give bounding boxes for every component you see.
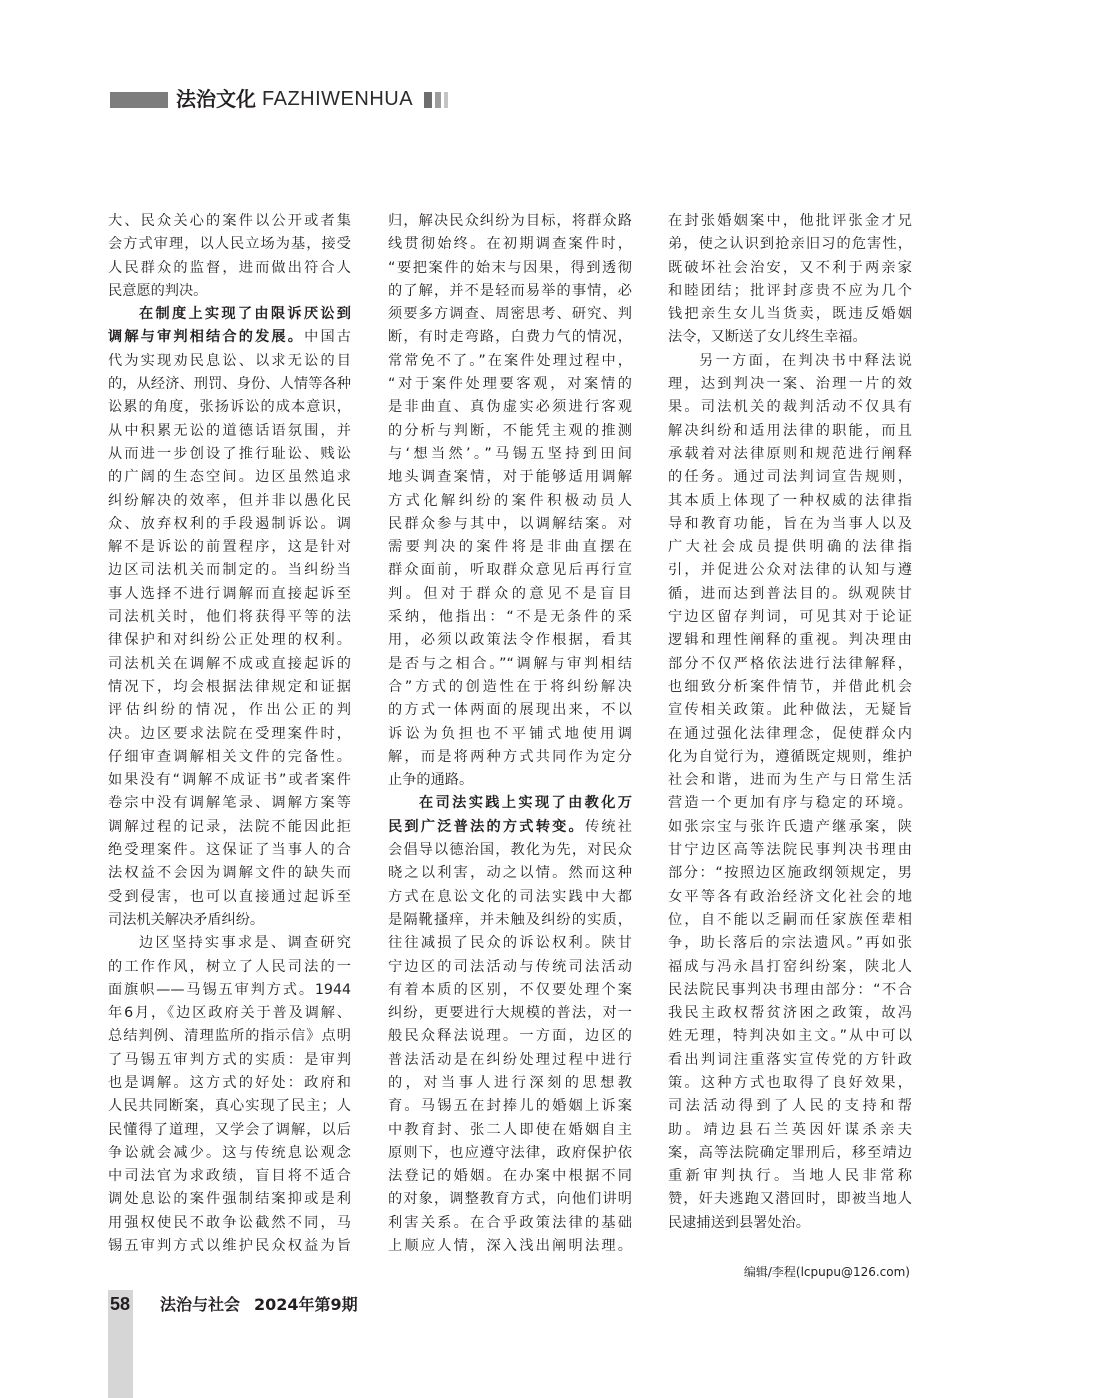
line-text: 承载着对法律原则和规范进行阐释 [668, 445, 912, 462]
text-line [108, 1095, 351, 1118]
line-text: 甘宁边区高等法院民事判决书理由 [668, 842, 912, 859]
text-line [668, 490, 912, 513]
text-line [388, 303, 632, 326]
line-text: 营造一个更加有序与稳定的环境。 [668, 795, 912, 812]
line-text: 民群众参与其中，以调解结案。对 [388, 515, 632, 532]
line-text: 的，对当事人进行深刻的思想教 [388, 1074, 632, 1091]
line-text: 往往减损了民众的诉讼权利。陕甘 [388, 935, 632, 952]
text-line [668, 723, 912, 746]
text-line [388, 210, 632, 233]
editor-credit: 编辑/李程(lcpupu@126.com) [743, 1265, 910, 1279]
text-line [108, 1049, 351, 1072]
line-text: 另一方面，在判决书中释法说 [699, 352, 912, 369]
text-line [388, 326, 632, 349]
line-text: 是否与之相合。”“调解与审判相结 [388, 655, 632, 672]
text-line [668, 653, 912, 676]
text-line [388, 1072, 632, 1095]
text-line [668, 1095, 912, 1118]
text-line [668, 326, 912, 349]
line-text: 我民主政权帮贫济困之政策，故冯 [668, 1005, 912, 1022]
text-line [108, 1188, 351, 1211]
line-text: 代为实现劝民息讼、以求无讼的目 [108, 352, 351, 369]
line-text: 的广阔的生态空间。边区虽然追求 [108, 469, 351, 486]
line-text: 在通过强化法律理念，促使群众内 [668, 725, 912, 742]
text-line [388, 676, 632, 699]
text-line [108, 816, 351, 839]
line-text: 是非曲直、真伪虚实必须进行客观 [388, 399, 632, 416]
text-line [668, 932, 912, 955]
text-line [668, 513, 912, 536]
line-text: 助。靖边县石兰英因奸谋杀亲夫 [668, 1121, 912, 1138]
text-line [108, 629, 351, 652]
text-line [108, 979, 351, 1002]
text-line [668, 420, 912, 443]
text-line [388, 443, 632, 466]
line-text: 司法活动得到了人民的支持和帮 [668, 1098, 912, 1115]
line-text: 中司法官为求政绩，盲目将不适合 [108, 1168, 351, 1185]
line-text: 民懂得了道理，又学会了调解，以后 [108, 1121, 351, 1138]
text-line [668, 443, 912, 466]
line-text: 绝受理案件。这保证了当事人的合 [108, 842, 351, 859]
text-line [108, 746, 351, 769]
text-line [388, 1049, 632, 1072]
line-text: 中教育封、张二人即使在婚姻自主 [388, 1121, 632, 1138]
section-lead: 民到广泛普法的方式转变。 [388, 818, 585, 835]
text-line [668, 583, 912, 606]
text-line [388, 373, 632, 396]
stripe [424, 92, 432, 108]
line-text: 部分不仅严格依法进行法律解释， [668, 655, 912, 672]
text-line [668, 1142, 912, 1165]
line-text: 宣传相关政策。此种做法，无疑旨 [668, 702, 912, 719]
text-line [388, 536, 632, 559]
line-text: 人民群众的监督，进而做出符合人 [108, 259, 351, 276]
text-line [668, 1002, 912, 1025]
line-text: 位，自不能以乏嗣而任家族侄辈相 [668, 911, 912, 928]
section-lead: 在制度上实现了由限诉厌讼到 [139, 306, 351, 323]
text-line [108, 583, 351, 606]
text-line [108, 536, 351, 559]
text-line [108, 956, 351, 979]
line-text: 化为自觉行为，遵循既定规则，维护 [668, 748, 912, 765]
line-text: 人民共同断案，真心实现了民主；人 [108, 1098, 351, 1115]
paragraph [108, 932, 351, 1258]
line-text: 了马锡五审判方式的实质：是审判 [108, 1051, 351, 1068]
line-text: 果。司法机关的裁判活动不仅具有 [668, 399, 912, 416]
text-line [108, 1212, 351, 1235]
line-text: 宁边区留存判词，可见其对于论证 [668, 609, 912, 626]
text-line [668, 699, 912, 722]
text-line [388, 1119, 632, 1142]
text-line [668, 769, 912, 792]
text-line [388, 606, 632, 629]
text-line [108, 1119, 351, 1142]
text-line [388, 886, 632, 909]
line-text: 边区坚持实事求是、调查研究 [139, 935, 351, 952]
line-text: 群众面前，听取群众意见后再行宣 [388, 562, 632, 579]
line-text: 止争的通路。 [388, 772, 474, 789]
line-text: 断，有时走弯路，白费力气的情况， [388, 329, 632, 346]
line-text: 民意愿的判决。 [108, 282, 208, 299]
text-line [108, 303, 351, 326]
line-text: 采纳，他指出：“不是无条件的采 [388, 609, 632, 626]
text-line [388, 839, 632, 862]
line-text: 合”方式的创造性在于将纠纷解决 [388, 678, 632, 695]
text-line [388, 396, 632, 419]
line-text: 钱把亲生女儿当货卖，既违反婚姻 [668, 306, 912, 323]
text-line [108, 909, 351, 932]
issue-label: 2024年第9期 [254, 1295, 358, 1314]
line-text: 上顺应人情，深入浅出阐明法理。 [388, 1238, 632, 1255]
line-text: 部分：“按照边区施政纲领规定，男 [668, 865, 912, 882]
line-text: 会倡导以德治国，教化为先，对民众 [388, 842, 632, 859]
line-text: 弟，使之认识到抢亲旧习的危害性， [668, 236, 912, 253]
line-text: 归，解决民众纠纷为目标，将群众路 [388, 213, 632, 229]
text-line [108, 886, 351, 909]
line-text: 会方式审理，以人民立场为基，接受 [108, 236, 351, 253]
text-line [108, 723, 351, 746]
line-text: 法登记的婚姻。在办案中根据不同 [388, 1168, 632, 1185]
text-line [668, 979, 912, 1002]
line-text: 福成与冯永昌打窑纠纷案，陕北人 [668, 958, 912, 975]
text-line [668, 1212, 912, 1235]
text-line [108, 490, 351, 513]
text-line [108, 653, 351, 676]
line-text: 地头调查案情，对于能够适用调解 [388, 469, 632, 486]
text-line [668, 629, 912, 652]
line-text: 案，高等法院确定罪刑后，移至靖边 [668, 1144, 912, 1161]
text-line [668, 303, 912, 326]
text-line [668, 350, 912, 373]
line-text: 解，而是将两种方式共同作为定分 [388, 748, 632, 765]
text-line [388, 1188, 632, 1211]
text-line [668, 536, 912, 559]
text-line [388, 1002, 632, 1025]
line-text: 的了解，并不是轻而易举的事情，必 [388, 282, 632, 299]
text-line [108, 1142, 351, 1165]
line-text: 的对象，调整教育方式，向他们讲明 [388, 1191, 632, 1208]
paragraph [388, 210, 632, 792]
line-text: 年6月，《边区政府关于普及调解、 [108, 1005, 351, 1022]
line-text: 也细致分析案件情节，并借此机会 [668, 678, 912, 695]
line-text: 受到侵害，也可以直接通过起诉至 [108, 888, 351, 905]
line-text: 决。边区要求法院在受理案件时， [108, 725, 351, 742]
text-line [388, 1235, 632, 1258]
line-text: 线贯彻始终。在初期调查案件时， [388, 236, 632, 253]
text-line [668, 792, 912, 815]
text-line [108, 699, 351, 722]
line-text: 广大社会成员提供明确的法律指 [668, 539, 912, 556]
text-line [108, 326, 351, 349]
text-line [668, 606, 912, 629]
text-line [108, 839, 351, 862]
text-line [108, 257, 351, 280]
text-line [388, 816, 632, 839]
text-line [668, 466, 912, 489]
stripe [435, 92, 441, 108]
text-column-2 [388, 210, 632, 1258]
line-text: 需要判决的案件将是非曲直摆在 [388, 539, 632, 556]
line-text: 普法活动是在纠纷处理过程中进行 [388, 1051, 632, 1068]
text-line [668, 676, 912, 699]
line-text: 律保护和对纠纷公正处理的权利。 [108, 632, 351, 649]
text-line [388, 1212, 632, 1235]
text-line [108, 1165, 351, 1188]
text-line [388, 420, 632, 443]
line-text: 与‘想当然’。”马锡五坚持到田间 [388, 445, 632, 462]
line-text: 判。但对于群众的意见不是盲目 [388, 585, 632, 602]
text-line [668, 257, 912, 280]
text-line [388, 629, 632, 652]
line-text: 仔细审查调解相关文件的完备性。 [108, 748, 351, 765]
text-line [388, 513, 632, 536]
text-line [108, 420, 351, 443]
text-line [108, 280, 351, 303]
line-text: 解不是诉讼的前置程序，这是针对 [108, 539, 351, 556]
line-text: 般民众释法说理。一方面，边区的 [388, 1028, 632, 1045]
section-title-cn: 法治文化 [176, 87, 256, 111]
text-line [388, 932, 632, 955]
text-line [388, 1095, 632, 1118]
line-text: 姓无理，特判决如主文。”从中可以 [668, 1028, 912, 1045]
line-text: 的分析与判断，不能凭主观的推测 [388, 422, 632, 439]
text-line [108, 443, 351, 466]
paragraph [668, 350, 912, 1235]
text-line [668, 1072, 912, 1095]
line-text: 循，进而达到普法目的。纵观陕甘 [668, 585, 912, 602]
line-text: “对于案件处理要客观，对案情的 [388, 376, 632, 393]
text-line [108, 1002, 351, 1025]
line-text: 纠纷解决的效率，但并非以愚化民 [108, 492, 351, 509]
text-line [108, 513, 351, 536]
text-line [388, 1025, 632, 1048]
line-text: 情况下，均会根据法律规定和证据 [108, 678, 351, 695]
line-text: 女平等各有政治经济文化社会的地 [668, 888, 912, 905]
text-line [668, 909, 912, 932]
line-text: 司法机关时，他们将获得平等的法 [108, 609, 351, 626]
line-text: 在封张婚姻案中，他批评张金才兄 [668, 213, 912, 229]
text-line [668, 1119, 912, 1142]
line-text: 理，达到判决一案、治理一片的效 [668, 376, 912, 393]
line-text: 常常免不了。”在案件处理过程中， [388, 352, 632, 369]
text-line [108, 1235, 351, 1258]
line-text: 用强权使民不敢争讼截然不同，马 [108, 1214, 351, 1231]
text-line [668, 233, 912, 256]
line-text: 民逮捕送到县署处治。 [668, 1214, 810, 1231]
text-line [108, 606, 351, 629]
line-text: 原则下，也应遵守法律，政府保护依 [388, 1144, 632, 1161]
text-line [388, 769, 632, 792]
text-line [668, 1188, 912, 1211]
section-lead: 调解与审判相结合的发展。 [108, 329, 305, 346]
line-text: 面旗帜——马锡五审判方式。1944 [108, 981, 351, 998]
text-line [388, 723, 632, 746]
line-text: 也是调解。这方式的好处：政府和 [108, 1074, 351, 1091]
line-text: 的，从经济、刑罚、身份、人情等各种 [108, 376, 351, 393]
line-text: 宁边区的司法活动与传统司法活动 [388, 958, 632, 975]
line-text: 司法机关解决矛盾纠纷。 [108, 911, 265, 928]
paragraph [108, 210, 351, 303]
line-text: 用，必须以政策法令作根据，看其 [388, 632, 632, 649]
text-line [388, 280, 632, 303]
text-line [388, 862, 632, 885]
line-text: 重新审判执行。当地人民非常称 [668, 1168, 912, 1185]
line-text: 利害关系。在合乎政策法律的基础 [388, 1214, 632, 1231]
line-text: 卷宗中没有调解笔录、调解方案等 [108, 795, 351, 812]
line-text: 育。马锡五在封捧儿的婚姻上诉案 [388, 1098, 632, 1115]
text-line [388, 490, 632, 513]
text-line [108, 373, 351, 396]
line-text: 引，并促进公众对法律的认知与遵 [668, 562, 912, 579]
line-text: 从中积累无讼的道德话语氛围，并 [108, 422, 351, 439]
text-line [388, 909, 632, 932]
text-line [668, 886, 912, 909]
text-line [668, 816, 912, 839]
text-line [668, 210, 912, 233]
text-column-1 [108, 210, 351, 1258]
line-text: 晓之以利害，动之以情。然而这种 [388, 865, 632, 882]
line-text: 评估纠纷的情况，作出公正的判 [108, 702, 351, 719]
line-text: 法权益不会因为调解文件的缺失而 [108, 865, 351, 882]
line-text: 的方式一体两面的展现出来，不以 [388, 702, 632, 719]
paragraph [668, 210, 912, 350]
magazine-name: 法治与社会 [160, 1295, 241, 1314]
text-line [668, 280, 912, 303]
line-text: 边区司法机关而制定的。当纠纷当 [108, 562, 351, 579]
text-line [108, 932, 351, 955]
text-line [668, 1165, 912, 1188]
text-line [108, 792, 351, 815]
line-text: 调解过程的记录，法院不能因此拒 [108, 818, 351, 835]
line-text: 司法机关在调解不成或直接起诉的 [108, 655, 351, 672]
line-text: 传统社 [584, 818, 632, 835]
text-line [388, 466, 632, 489]
text-line [388, 746, 632, 769]
line-text: 中国古 [304, 329, 351, 346]
text-line [388, 559, 632, 582]
line-text: 诉讼为负担也不平铺式地使用调 [388, 725, 632, 742]
text-line [388, 350, 632, 373]
line-text: 策。这种方式也取得了良好效果， [668, 1074, 912, 1091]
line-text: 纠纷，更要进行大规模的普法，对一 [388, 1005, 632, 1022]
text-line [668, 559, 912, 582]
line-text: 逻辑和理性阐释的重视。判决理由 [668, 632, 912, 649]
line-text: 有着本质的区别，不仅要处理个案 [388, 981, 632, 998]
text-line [388, 1142, 632, 1165]
text-line [668, 396, 912, 419]
line-text: 解决纠纷和适用法律的职能，而且 [668, 422, 912, 439]
text-line [108, 1025, 351, 1048]
text-line [388, 792, 632, 815]
line-text: 其本质上体现了一种权威的法律指 [668, 492, 912, 509]
line-text: 方式化解纠纷的案件积极动员人 [388, 492, 632, 509]
text-line [668, 1025, 912, 1048]
paragraph [108, 303, 351, 932]
text-line [668, 373, 912, 396]
stripe [444, 92, 448, 108]
section-lead: 在司法实践上实现了由教化万 [419, 795, 632, 812]
line-text: 须要多方调查、周密思考、研究、判 [388, 306, 632, 323]
text-line [108, 559, 351, 582]
text-line [388, 653, 632, 676]
line-text: 从而进一步创设了推行耻讼、贱讼 [108, 445, 351, 462]
text-line [388, 583, 632, 606]
text-line [668, 1049, 912, 1072]
text-line [108, 233, 351, 256]
text-line [108, 862, 351, 885]
text-line [108, 396, 351, 419]
text-line [108, 350, 351, 373]
line-text: 如果没有“调解不成证书”或者案件 [108, 772, 351, 789]
line-text: 锡五审判方式以维护民众权益为旨 [108, 1238, 351, 1255]
paragraph [388, 792, 632, 1258]
text-line [668, 746, 912, 769]
text-line [108, 769, 351, 792]
line-text: 社会和谐，进而为生产与日常生活 [668, 772, 912, 789]
header-stripes [424, 92, 452, 108]
text-line [108, 1072, 351, 1095]
line-text: 争，助长落后的宗法遗风。”再如张 [668, 935, 912, 952]
text-line [388, 1165, 632, 1188]
text-line [108, 466, 351, 489]
line-text: 的任务。通过司法判词宣告规则， [668, 469, 912, 486]
line-text: 和睦团结；批评封彦贵不应为几个 [668, 282, 912, 299]
text-column-3 [668, 210, 912, 1235]
line-text: 的工作作风，树立了人民司法的一 [108, 958, 351, 975]
line-text: 导和教育功能，旨在为当事人以及 [668, 515, 912, 532]
line-text: 事人选择不进行调解而直接起诉至 [108, 585, 351, 602]
section-title-en: FAZHIWENHUA [262, 88, 414, 110]
text-line [388, 257, 632, 280]
line-text: 法令，又断送了女儿终生幸福。 [668, 329, 867, 346]
line-text: 民法院民事判决书理由部分：“不合 [668, 981, 912, 998]
page-number: 58 [110, 1294, 131, 1314]
line-text: 争讼就会减少。这与传统息讼观念 [108, 1144, 351, 1161]
line-text: 赞，奸夫逃跑又潜回时，即被当地人 [668, 1191, 912, 1208]
text-line [388, 956, 632, 979]
line-text: 调处息讼的案件强制结案抑或是利 [108, 1191, 351, 1208]
line-text: 讼累的角度，张扬诉讼的成本意识， [108, 399, 351, 416]
text-line [388, 233, 632, 256]
text-line [668, 839, 912, 862]
text-line [108, 676, 351, 699]
line-text: 方式在息讼文化的司法实践中大都 [388, 888, 632, 905]
text-line [108, 210, 351, 233]
line-text: 是隔靴搔痒，并未触及纠纷的实质， [388, 911, 632, 928]
text-line [668, 862, 912, 885]
line-text: 大、民众关心的案件以公开或者集 [108, 213, 351, 229]
text-line [388, 979, 632, 1002]
line-text: 既破坏社会治安，又不利于两亲家 [668, 259, 912, 276]
line-text: “要把案件的始末与因果，得到透彻 [388, 259, 632, 276]
text-line [668, 956, 912, 979]
header-bar [110, 92, 168, 108]
line-text: 如张宗宝与张许氏遗产继承案，陕 [668, 818, 912, 835]
text-line [388, 699, 632, 722]
line-text: 看出判词注重落实宣传党的方针政 [668, 1051, 912, 1068]
line-text: 众、放弃权利的手段遏制诉讼。调 [108, 515, 351, 532]
line-text: 总结判例、清理监所的指示信》点明 [108, 1028, 351, 1045]
